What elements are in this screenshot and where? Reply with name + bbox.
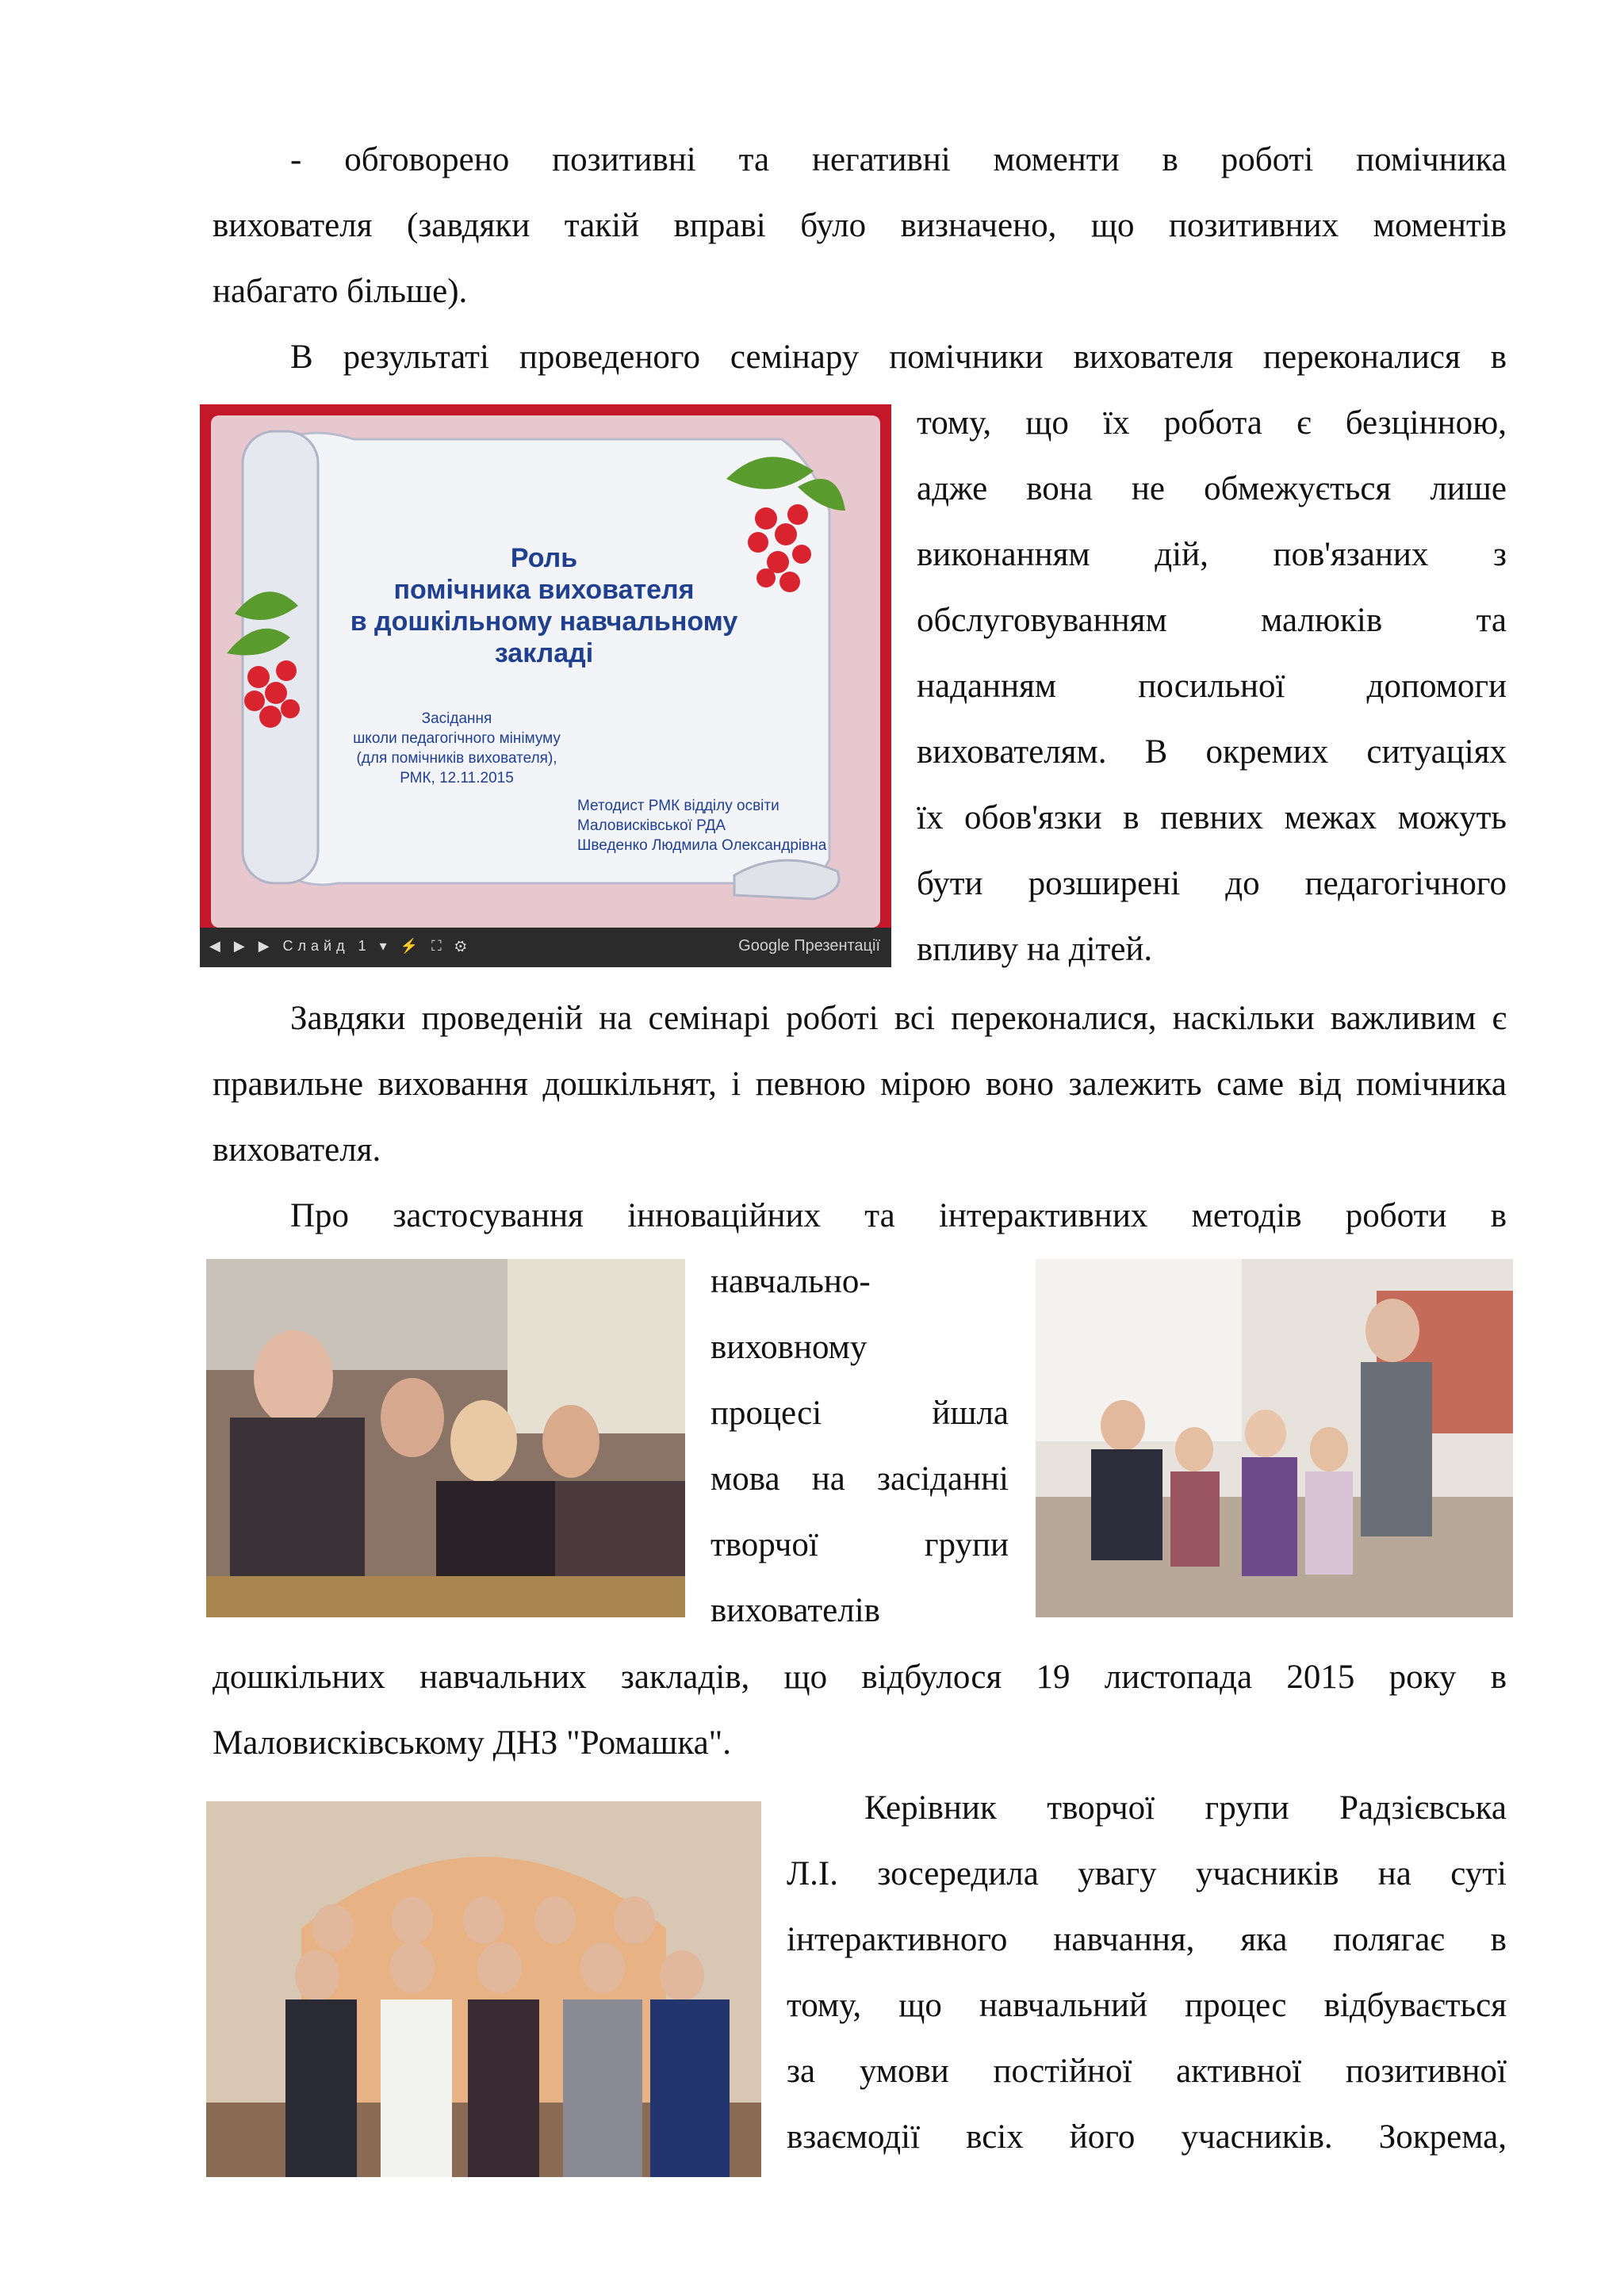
paragraph-line: взаємодії всіх його учасників. Зокрема,: [787, 2118, 1507, 2156]
paragraph-line: Керівник творчої групи Радзієвська: [864, 1789, 1507, 1827]
text-column-right-bottom: [787, 1775, 1507, 2170]
photo-placeholder: [206, 1801, 761, 2177]
paragraph-line: творчої групи: [710, 1526, 1009, 1563]
paragraph: дошкільних навчальних закладів, що відбулося 19 листопада 2015 року в Маловисківському ДНЗ "Ромашка".: [213, 1659, 1507, 1762]
paragraph-line: - обговорено позитивні та негативні моменти в роботі помічника: [290, 141, 1507, 178]
paragraph-line: Про застосування інноваційних та інтерактивних методів роботи в: [290, 1197, 1507, 1234]
paragraph-line: виконанням дій, пов'язаних з: [917, 536, 1507, 573]
paragraph-line: вихователя (завдяки такій вправі було визначено, що позитивних моментів: [213, 207, 1507, 244]
text-column-middle: [710, 1249, 1009, 1644]
paragraph-line: навчально-: [710, 1263, 871, 1300]
paragraph-line: виховному: [710, 1329, 868, 1366]
slide-player-toolbar: [200, 928, 891, 967]
paragraph-line: впливу на дітей.: [917, 931, 1153, 968]
paragraph-line: мова на засіданні: [710, 1460, 1009, 1498]
slide-canvas: [211, 415, 880, 928]
text-column-right: [917, 390, 1507, 982]
paragraph-line: бути розширені до педагогічного: [917, 865, 1507, 902]
slide-subtitle: Засідання школи педагогічного мінімуму (для помічників вихователя), РМК, 12.11.2015: [353, 710, 561, 786]
slide-title: Роль помічника вихователя в дошкільному навчальному закладі: [350, 543, 738, 668]
photo-children-activity: [1036, 1259, 1513, 1617]
photo-placeholder: [1036, 1259, 1513, 1617]
paragraph-line: вихователів: [710, 1592, 880, 1629]
paragraph-line: тому, що їх робота є безцінною,: [917, 404, 1507, 442]
paragraph-line: за умови постійної активної позитивної: [787, 2053, 1507, 2090]
photo-placeholder: [206, 1259, 685, 1617]
paragraph-line: їх обов'язки в певних межах можуть: [917, 799, 1507, 836]
paragraph-line: адже вона не обмежується лише: [917, 470, 1507, 507]
photo-meeting-teachers: [206, 1259, 685, 1617]
paragraph-line: вихователям. В окремих ситуаціях: [917, 733, 1507, 771]
paragraph-line: В результаті проведеного семінару помічники вихователя переконалися в: [290, 339, 1507, 376]
paragraph-line: інтерактивного навчання, яка полягає в: [787, 1921, 1507, 1958]
paragraph-line: наданням посильної допомоги: [917, 668, 1507, 705]
google-slides-logo: Google Презентації: [738, 937, 880, 955]
slide-author: Методист РМК відділу освіти Маловисківської РДА Шведенко Людмила Олександрівна: [577, 798, 827, 854]
paragraph-line: обслуговуванням малюків та: [917, 602, 1507, 639]
presentation-slide-image: [200, 404, 891, 967]
paragraph-line: набагато більше).: [213, 273, 468, 310]
paragraph-line: тому, що навчальний процес відбувається: [787, 1987, 1507, 2024]
paragraph-line: Л.І. зосередила увагу учасників на суті: [787, 1855, 1507, 1892]
paragraph-line: процесі йшла: [710, 1395, 1009, 1432]
photo-group-teachers: [206, 1801, 761, 2177]
paragraph: Завдяки проведеній на семінарі роботі всі переконалися, наскільки важливим є правильне виховання дошкільнят, і певною мірою воно залежить саме від помічника вихователя.: [213, 1000, 1507, 1169]
slide-player-controls[interactable]: ◀ ▶ ▶ Слайд 1 ▾ ⚡ ⛶ ⚙: [209, 938, 472, 954]
